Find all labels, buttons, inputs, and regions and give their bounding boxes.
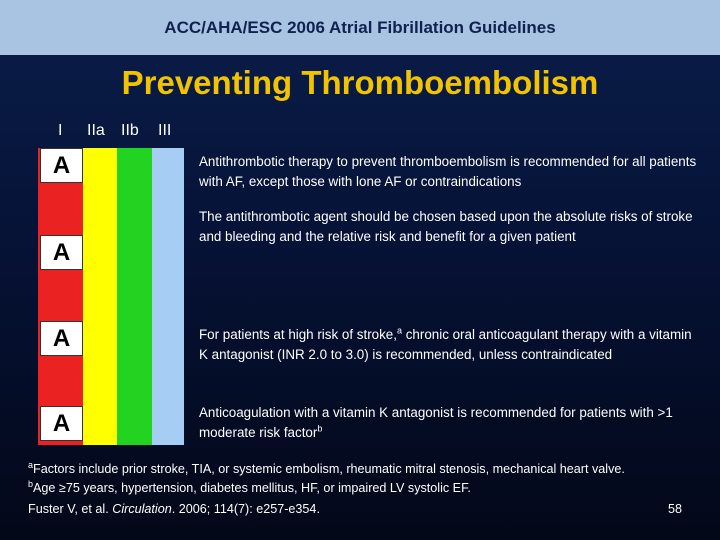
header-bar	[0, 0, 720, 55]
header-title: ACC/AHA/ESC 2006 Atrial Fibrillation Guidelines	[164, 17, 556, 37]
class-IIb-bar	[117, 148, 152, 445]
evidence-level-badge: A	[40, 406, 83, 441]
recommendation-text: For patients at high risk of stroke,$^a$ chronic oral anticoagulant therapy with a vitamin K antagonist (INR 2.0 to 3.0) is recommended, unless contraindicated	[199, 325, 692, 362]
evidence-level-badge: A	[40, 148, 83, 183]
class-label-IIa: IIa	[87, 122, 105, 139]
recommendation-text: Anticoagulation with a vitamin K antagonist is recommended for patients with >1 moderate risk factor$^b$	[199, 405, 673, 440]
class-I-bar	[38, 148, 83, 445]
footnote-marker: a	[396, 325, 402, 336]
class-III-bar	[152, 148, 184, 445]
class-label-I: I	[58, 122, 63, 139]
citation: Fuster V, et al. Circulation. 2006; 114(7): e257-e354.	[28, 502, 320, 516]
evidence-level-badge: A	[40, 235, 83, 270]
footnote-b: $^b$Age ≥75 years, hypertension, diabetes mellitus, HF, or impaired LV systolic EF.	[28, 478, 471, 495]
class-IIa-bar	[83, 148, 117, 445]
slide-title: Preventing Thromboembolism	[121, 64, 599, 101]
footnote-marker: b	[317, 423, 323, 434]
footnote-a: $^a$Factors include prior stroke, TIA, or systemic embolism, rheumatic mitral stenosis, mechanical heart valve.	[28, 459, 625, 476]
page-number: 58	[668, 502, 683, 516]
evidence-level-badge: A	[40, 321, 83, 356]
recommendation-text: Antithrombotic therapy to prevent thromboembolism is recommended for all patients with AF, except those with lone AF or contraindications	[199, 154, 697, 189]
recommendation-text: The antithrombotic agent should be chosen based upon the absolute risks of stroke and bleeding and the relative risk and benefit for a given patient	[199, 209, 693, 244]
class-label-III: III	[158, 122, 172, 139]
footnotes	[28, 460, 708, 498]
class-label-IIb: IIb	[121, 122, 139, 139]
